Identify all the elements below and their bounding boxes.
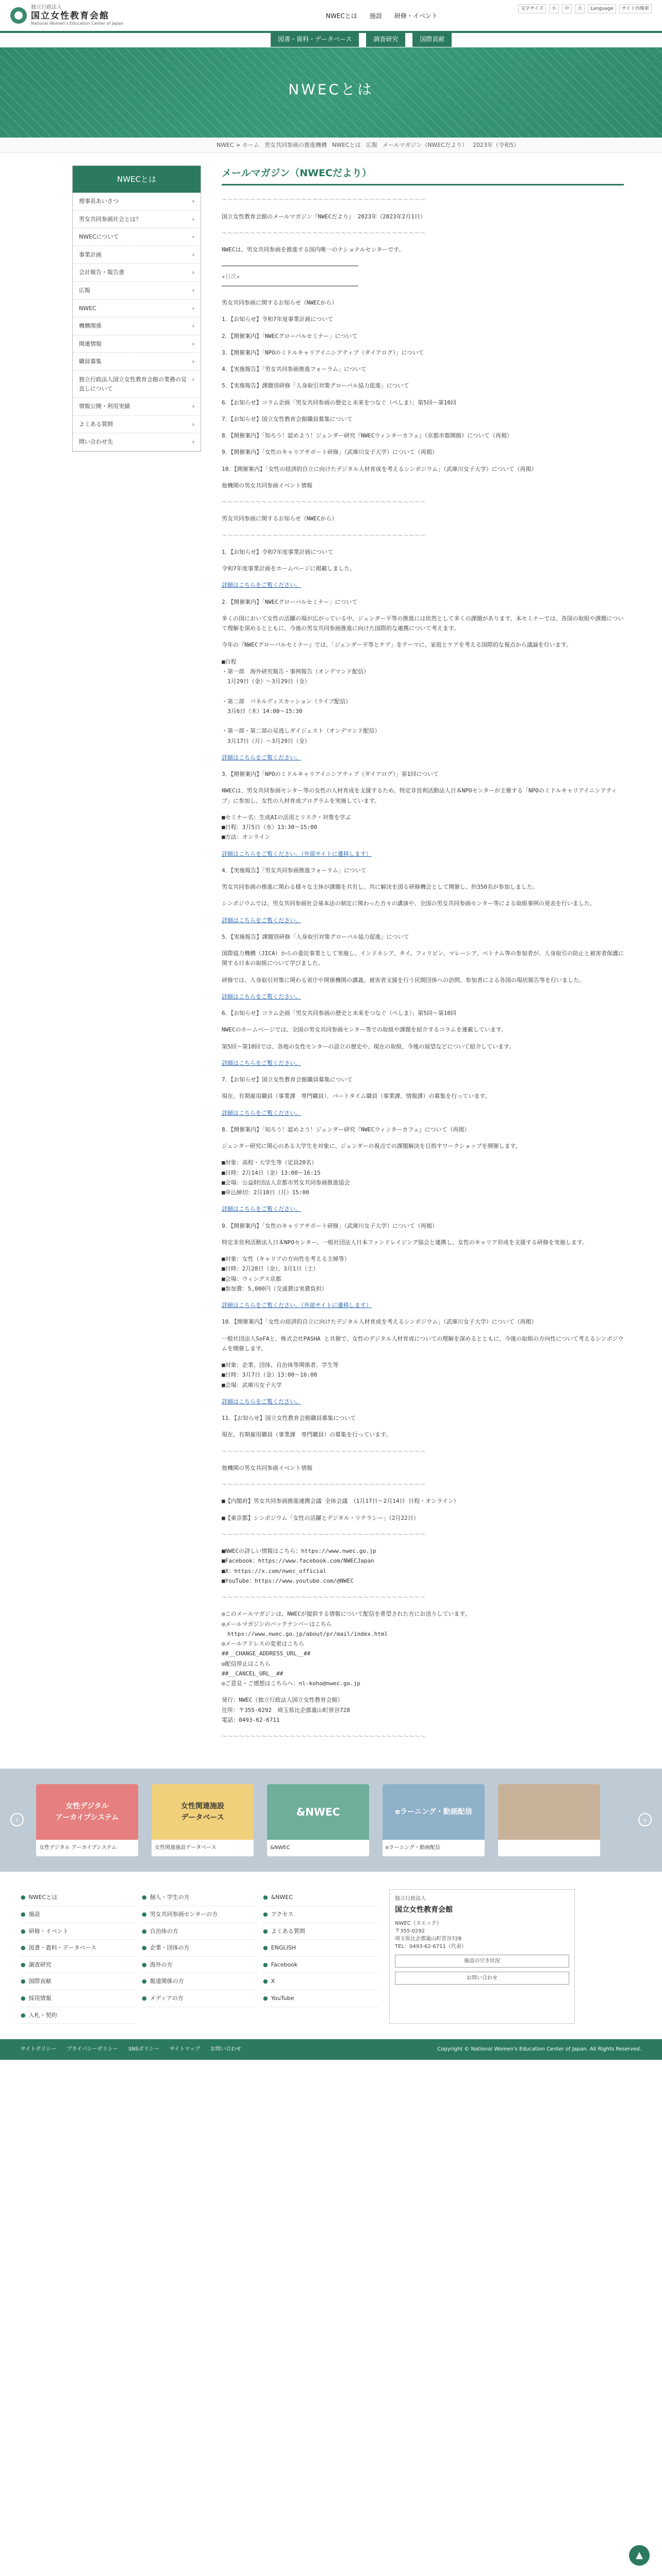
sidebar-item[interactable] (73, 416, 201, 434)
breadcrumb-item[interactable]: 男女共同参画の推進機構 (264, 141, 327, 148)
banner-art: eラーニング・動画配信 (383, 1784, 485, 1840)
sidebar-list (73, 193, 201, 451)
newsletter-paragraph: ～～～～～～～～～～～～～～～～～～～～～～～～～～～～～～～～～～～～ (222, 229, 426, 236)
footer-nav-label: YouTube (271, 1994, 294, 2002)
sidebar-item-label: 職員募集 (79, 358, 102, 365)
bullet-icon: ● (21, 2011, 26, 2019)
font-size-small-button[interactable]: 小 (549, 4, 559, 13)
footer-nav-item[interactable] (142, 1906, 258, 1923)
footer-nav-label: 国際貢献 (28, 1978, 52, 1985)
footer-nav-label: メディアの方 (150, 1994, 184, 2002)
nav-library[interactable]: 図書・資料・データベース (271, 32, 359, 47)
footer-nav-label: 入札・契約 (28, 2011, 57, 2019)
sidebar-item-label: 独立行政法人国立女性教育会館の業務の見直しについて (79, 376, 187, 392)
footer-org-box (389, 1889, 575, 2024)
footer-nav-item[interactable] (142, 1889, 258, 1906)
page-title: メールマガジン（NWECだより） (222, 165, 624, 185)
newsletter-paragraph: 第5回〜第10回では、各地の女性センターの設立の歴史や、現在の取組、今後の展望などについて紹介しています。 (222, 1043, 515, 1050)
footer-nav-label: 採用情報 (28, 1994, 52, 2002)
newsletter-paragraph: 10．【開催案内】「女性の経済的自立に向けたデジタル人材育成を考えるシンポジウム」（武庫川女子大学）について（再掲） (222, 1318, 537, 1326)
newsletter-paragraph: 国際協力機構（JICA）からの委託事業として実施し、インドネシア、タイ、フィリピン、マレーシア、ベトナム等の参加者が、人身取引の防止と被害者保護に関する日本の取組について学びました。 (222, 950, 624, 967)
subnav (271, 32, 459, 47)
banner-art: 女性デジタル アーカイブシステム (36, 1784, 138, 1840)
newsletter-paragraph: 令和7年度事業計画をホームページに掲載しました。 (222, 565, 356, 572)
footer-nav-label: 海外の方 (150, 1961, 173, 1968)
bullet-icon: ● (142, 1978, 147, 1985)
newsletter-paragraph: 9．【開催案内】「女性のキャリアサポート研修」（武庫川女子大学）について（再掲） (222, 1222, 438, 1229)
newsletter-body (222, 195, 624, 1741)
breadcrumb-item[interactable]: メールマガジン（NWECだより） (382, 141, 468, 148)
footer-nav-label: 男女共同参画センターの方 (150, 1910, 218, 1918)
detail-link[interactable]: 詳細はこちらをご覧ください。 (222, 1059, 301, 1066)
breadcrumb (0, 138, 662, 153)
chevron-right-icon: › (192, 286, 194, 294)
chevron-right-icon: › (192, 358, 194, 365)
bullet-icon: ● (263, 1910, 268, 1918)
banner-card[interactable] (383, 1784, 485, 1856)
footer-nav-item[interactable] (263, 1906, 379, 1923)
bullet-icon: ● (263, 1961, 268, 1968)
newsletter-paragraph: ■NWECの詳しい情報はこちら：https://www.nwec.go.jp ■Facebook：https://www.facebook.com/NWECJapan ■X：https://x.com/nwec_official ■YouTube：https://www.youtube.com/@NWEC (222, 1548, 376, 1584)
bullet-icon: ● (142, 1910, 147, 1918)
newsletter-paragraph: 現在、有期雇用職員（事業課 専門職員）、パートタイム職員（事業課、情報課）の募集を行っています。 (222, 1093, 491, 1100)
newsletter-paragraph: 4．【実施報告】「男女共同参画推進フォーラム」について (222, 366, 367, 373)
newsletter-paragraph: 10．【開催案内】「女性の経済的自立に向けたデジタル人材育成を考えるシンポジウム」（武庫川女子大学）について（再掲） (222, 465, 537, 472)
newsletter-paragraph: ～～～～～～～～～～～～～～～～～～～～～～～～～～～～～～～～～～～～ (222, 1733, 426, 1740)
chevron-right-icon: › (192, 215, 194, 223)
sidebar-item[interactable] (73, 300, 201, 318)
chevron-right-icon: › (192, 323, 194, 330)
sidebar-item[interactable] (73, 433, 201, 451)
newsletter-paragraph: 8．【開催案内】「知ろう！認めよう！ジェンダー研究『NWECウィンターカフェ』（京都市都開館）について（再掲） (222, 432, 512, 439)
detail-link[interactable]: 詳細はこちらをご覧ください。 (222, 754, 301, 761)
newsletter-paragraph: ■セミナー名：生成AIの活用とリスク・対策を学ぶ ■日程：3月5日（水）13:30〜15:00 ■方法：オンライン (222, 814, 351, 841)
bullet-icon: ● (142, 1944, 147, 1952)
sidebar-item[interactable] (73, 317, 201, 335)
footer-nav-item[interactable] (21, 1957, 137, 1974)
sidebar-item-label: 会計報告・報告書 (79, 269, 124, 276)
footer-nav-item[interactable] (142, 1957, 258, 1974)
banner-caption: 女性関連施設データベース (152, 1840, 254, 1856)
bullet-icon: ● (21, 1927, 26, 1935)
font-size-label: 文字サイズ (518, 4, 546, 13)
detail-link[interactable]: 詳細はこちらをご覧ください。 (222, 1398, 301, 1405)
banner-caption (498, 1840, 600, 1856)
newsletter-paragraph: ■日程 ・第一部 海外研究報告・事例報告（オンデマンド配信） 1月29日（金）〜3月29日（金） ・第二部 パネルディスカッション（ライブ配信） 3月6日（木）14:00〜15:30 ・第一部・第二部の見逃しダイジェスト（オンデマンド配信） 3月17日（月）〜3月29日（金） (222, 658, 380, 744)
global-nav (320, 11, 444, 21)
detail-link[interactable]: 詳細はこちらをご覧ください。（外部サイトに遷移します） (222, 850, 372, 857)
language-button[interactable]: Language (588, 4, 616, 13)
footer-nav-item[interactable] (21, 1973, 137, 1990)
footer-nav-item[interactable] (142, 1973, 258, 1990)
newsletter-paragraph: 6．【お知らせ】コラム企画「男女共同参画の歴史と未来をつなぐ（ぺしま）」第5回〜第10回 (222, 399, 457, 406)
newsletter-paragraph: 他機関の男女共同参画イベント情報 (222, 482, 312, 489)
newsletter-paragraph: 3．【開催案内】「NPOのミドルキャリアイニシアティブ（ダイアログ）」第1回について (222, 771, 439, 778)
sidebar-item-label: 情報公開・利用実績 (79, 403, 130, 410)
footer-nav-label: 自治体の方 (150, 1927, 178, 1935)
hero-title: NWECとは (288, 81, 374, 98)
footer-nav-item[interactable] (263, 1990, 379, 2007)
chevron-right-icon: › (192, 269, 194, 276)
chevron-right-icon: › (192, 251, 194, 258)
nav-about[interactable]: NWECとは (326, 12, 357, 20)
sidebar-item-label: 理事長あいさつ (79, 198, 119, 205)
newsletter-paragraph: 一般社団法人SoFAと、株式会社PASHA と共催で、女性のデジタル人材育成についての理解を深めるとともに、今後の取組の方向性について考えるシンポジウムを開催します。 (222, 1335, 624, 1352)
footer-nav-label: アクセス (271, 1910, 294, 1918)
newsletter-paragraph: 4．【実施報告】「男女共同参画推進フォーラム」について (222, 867, 367, 874)
newsletter-paragraph: 国立女性教育会館のメールマガジン『NWECだより』 2023年（2023年2月1日） (222, 213, 426, 220)
bullet-icon: ● (21, 1944, 26, 1952)
newsletter-paragraph: 3．【開催案内】「NPOのミドルキャリアイニシアティブ（ダイアログ）」について (222, 349, 424, 356)
newsletter-paragraph: 2．【開催案内】「NWECグローバルセミナー」について (222, 598, 358, 605)
banner-card[interactable] (267, 1784, 369, 1856)
logo-english: National Women's Education Center of Japan (31, 21, 124, 26)
detail-link[interactable]: 詳細はこちらをご覧ください。 (222, 993, 301, 1000)
subnav-bar (0, 33, 662, 47)
breadcrumb-item[interactable]: NWECとは (332, 141, 361, 148)
newsletter-paragraph: 男女共同参画の推進に関わる様々な主体が課題を共有し、共に解決を図る研修機会として開催し、約350名が参加しました。 (222, 884, 538, 891)
footer-nav-item[interactable] (142, 1940, 258, 1957)
newsletter-paragraph: ～～～～～～～～～～～～～～～～～～～～～～～～～～～～～～～～～～～～ (222, 196, 426, 204)
sidebar-item-label: 問い合わせ先 (79, 438, 113, 446)
footer-nav-item[interactable] (263, 1940, 379, 1957)
chevron-right-icon: › (192, 376, 194, 383)
newsletter-paragraph: NWECは、男女共同参画を推進する国内唯一のナショナルセンターです。 (222, 246, 405, 253)
footer-org-line: 〒355-0292 (395, 1928, 425, 1935)
newsletter-paragraph: ━━━━━━━━━━━━━━━━━━━━━━━━━━━━━━━━━━━━━━━━ ★目次★ ━━━━━━━━━━━━━━━━━━━━━━━━━━━━━━━━━━━━━━━━ (222, 263, 358, 290)
logo-small-text: 独立行政法人 (31, 5, 62, 10)
newsletter-paragraph: ■【東京都】シンポジウム「女性の活躍とデジタル・リテラシー」（2月22日） (222, 1514, 419, 1521)
banner-card[interactable] (36, 1784, 138, 1856)
bullet-icon: ● (142, 1994, 147, 2002)
font-size-large-button[interactable]: 大 (575, 4, 585, 13)
footer-link[interactable]: お問い合わせ (210, 2046, 241, 2053)
newsletter-paragraph: NWECは、男女共同参画センター等の女性の人材育成を支援するため、特定非営利活動法人日本NPOセンターが主催する「NPOのミドルキャリアイニシアティブ」に参加し、女性の人材育成プログラムを実施しています。 (222, 787, 617, 804)
footer-nav-item[interactable] (21, 1940, 137, 1957)
bullet-icon: ● (21, 1894, 26, 1901)
footer-link[interactable]: プライバシーポリシー (67, 2046, 118, 2053)
bullet-icon: ● (263, 1944, 268, 1952)
sidebar-item[interactable] (73, 335, 201, 353)
sidebar-item-label: NWECについて (79, 233, 119, 241)
newsletter-paragraph: 8．【開催案内】「知ろう！認めよう！ジェンダー研究『NWECウィンターカフェ』について（再掲） (222, 1126, 470, 1133)
carousel-next-icon[interactable]: › (638, 1813, 652, 1826)
chevron-right-icon: › (192, 438, 194, 446)
logo-name: 国立女性教育会館 (31, 11, 109, 21)
bullet-icon: ● (263, 1894, 268, 1901)
newsletter-paragraph: 5．【実施報告】課題別研修「人身取引対策グローバル協力促進」について (222, 382, 409, 389)
newsletter-paragraph: ～～～～～～～～～～～～～～～～～～～～～～～～～～～～～～～～～～～～ (222, 1531, 426, 1538)
bullet-icon: ● (142, 1894, 147, 1901)
copyright: Copyright © National Women's Education Center of Japan. All Rights Reserved. (437, 2046, 641, 2053)
sidebar-item-label: 事業計画 (79, 251, 102, 258)
breadcrumb-item[interactable]: NWEC > ホーム (217, 141, 259, 148)
footer-org-name: 国立女性教育会館 (395, 1906, 453, 1914)
nav-international[interactable]: 国際貢献 (412, 32, 452, 47)
back-to-top-icon[interactable]: ▲ (629, 2545, 650, 2566)
bullet-icon: ● (142, 1927, 147, 1935)
chevron-right-icon: › (192, 403, 194, 410)
newsletter-paragraph: シンポジウムでは、男女共同参画社会基本法の制定に関わった方々の講演や、全国の男女共同参画センター等による取組事例の発表を行いました。 (222, 900, 595, 907)
site-header (0, 0, 662, 47)
top-bar (0, 0, 662, 33)
sidebar-item[interactable] (73, 193, 201, 211)
footer-nav-label: よくある質問 (271, 1927, 305, 1935)
footer-nav-item[interactable] (263, 1889, 379, 1906)
footer-nav-label: 研修・イベント (28, 1927, 69, 1935)
footer-nav-label: NWECとは (28, 1894, 58, 1901)
banner-row (36, 1784, 600, 1856)
sidebar-heading: NWECとは (73, 166, 201, 193)
carousel-prev-icon[interactable]: ‹ (10, 1813, 24, 1826)
detail-link[interactable]: 詳細はこちらをご覧ください。 (222, 1206, 301, 1213)
bullet-icon: ● (21, 1978, 26, 1985)
footer-column-main (21, 1889, 137, 2024)
banner-caption: &NWEC (267, 1840, 369, 1856)
sidebar-item-label: 関連情報 (79, 340, 102, 347)
newsletter-paragraph: 男女共同参画に関するお知らせ（NWECから） (222, 299, 338, 307)
detail-link[interactable]: 詳細はこちらをご覧ください。（外部サイトに遷移します） (222, 1302, 372, 1309)
footer-nav-label: 施設 (28, 1910, 40, 1918)
sidebar (72, 165, 201, 452)
bullet-icon: ● (263, 1978, 268, 1985)
sidebar-item[interactable] (73, 353, 201, 371)
newsletter-paragraph: 1．【お知らせ】令和7年度事業計画について (222, 548, 334, 555)
sidebar-item-label: NWEC (79, 304, 96, 312)
footer-nav-item[interactable] (142, 1990, 258, 2007)
nav-research[interactable]: 調査研究 (366, 32, 405, 47)
footer-nav-item[interactable] (263, 1923, 379, 1940)
sidebar-item[interactable] (73, 246, 201, 264)
breadcrumb-item-current: 2023年（令和5） (472, 141, 519, 148)
newsletter-paragraph: ～～～～～～～～～～～～～～～～～～～～～～～～～～～～～～～～～～～～ (222, 1594, 426, 1601)
sidebar-item[interactable] (73, 398, 201, 416)
footer-link[interactable]: SNSポリシー (128, 2046, 159, 2053)
footer-nav-label: 企業・団体の方 (150, 1944, 190, 1952)
footer-nav-item[interactable] (263, 1957, 379, 1974)
newsletter-paragraph: 今年の『NWECグローバルセミナー』では、「ジェンダー平等とケア」をテーマに、家庭とケアを考える国際的な視点から議論を行います。 (222, 641, 572, 649)
footer-nav-item[interactable] (21, 2007, 137, 2024)
banner-caption: eラーニング・動画配信 (383, 1840, 485, 1856)
detail-link[interactable]: 詳細はこちらをご覧ください。 (222, 582, 301, 589)
sidebar-item[interactable] (73, 211, 201, 229)
content-layout (0, 153, 662, 1769)
bullet-icon: ● (21, 1961, 26, 1968)
sidebar-item-label: 男女共同参画社会とは？ (79, 215, 141, 223)
newsletter-paragraph: 9．【開催案内】「女性のキャリアサポート研修」（武庫川女子大学）について（再掲） (222, 449, 438, 456)
newsletter-paragraph: 7．【お知らせ】国立女性教育会館職員募集について (222, 415, 353, 422)
main-content (222, 165, 624, 1748)
newsletter-paragraph: ～～～～～～～～～～～～～～～～～～～～～～～～～～～～～～～～～～～～ (222, 1448, 426, 1455)
newsletter-paragraph: ■対象：企業、団体、自治体等関係者、学生等 ■日時：3月7日（金）13:00〜16:00 ■会場：武庫川女子大学 (222, 1362, 339, 1388)
newsletter-paragraph: 1．【お知らせ】令和7年度事業計画について (222, 316, 334, 323)
sidebar-item-label: 広報 (79, 286, 90, 294)
font-size-medium-button[interactable]: 中 (562, 4, 572, 13)
newsletter-paragraph: ～～～～～～～～～～～～～～～～～～～～～～～～～～～～～～～～～～～～ (222, 532, 426, 539)
bullet-icon: ● (263, 1994, 268, 2002)
chevron-right-icon: › (192, 233, 194, 241)
bullet-icon: ● (21, 1994, 26, 2002)
bullet-icon: ● (263, 1927, 268, 1935)
newsletter-paragraph: ◎このメールマガジンは、NWECが提供する情報について配信を希望された方にお送りしています。 ◎メールマガジンのバックナンバーはこちら https://www.nwec.go.jp/about/pr/mail/index.html ◎メールアドレスの変更はこちら ##__CHANGE_ADDRESS_URL__## ◎配信停止はこちら ##__CANCEL_URL__## ◎ご意見・ご感想はこちらへ：nl-koho@nwec.go.jp (222, 1611, 471, 1687)
footer-org-line: 埼玉県比企郡嵐山町菅谷728 (395, 1936, 462, 1942)
newsletter-paragraph: 他機関の男女共同参画イベント情報 (222, 1464, 312, 1471)
footer-org-line: TEL：0493-62-6711（代表） (395, 1944, 467, 1950)
chevron-right-icon: › (192, 340, 194, 347)
sidebar-item[interactable] (73, 282, 201, 300)
footer-link[interactable]: サイトポリシー (21, 2046, 57, 2053)
nav-training[interactable]: 研修・イベント (394, 12, 438, 20)
breadcrumb-item[interactable]: 広報 (366, 141, 377, 148)
footer-column-audience (142, 1889, 258, 2024)
newsletter-paragraph: 男女共同参画に関するお知らせ（NWECから） (222, 515, 338, 522)
newsletter-paragraph: 発行：NWEC（独立行政法人国立女性教育会館） 住所：〒355-0292 埼玉県比企郡嵐山町菅谷728 電話：0493-62-6711 (222, 1697, 350, 1723)
newsletter-paragraph: 多くの国において女性の活躍の場が広がっている中、ジェンダー平等の推進には依然として多くの課題があります。本セミナーでは、各国の取組や課題について理解を深めるとともに、今後の男女共同参画推進に向けた国際的な連携について考えます。 (222, 615, 624, 632)
footer-nav-label: ENGLISH (271, 1944, 296, 1952)
site-footer (0, 1872, 662, 2060)
newsletter-paragraph: 研修では、人身取引対策に関わる省庁や関係機関の講義、被害者支援を行う民間団体への訪問、参加者による各国の現状報告等を行いました。 (222, 976, 585, 984)
nav-facility[interactable]: 施設 (369, 12, 382, 20)
logo-emblem-icon (10, 7, 27, 24)
banner-art (498, 1784, 600, 1840)
detail-link[interactable]: 詳細はこちらをご覧ください。 (222, 917, 301, 924)
newsletter-paragraph: ■【内閣府】男女共同参画推進連携会議 全体会議 （1月17日〜2月14日 日程・オンライン） (222, 1498, 459, 1505)
footer-nav-label: Facebook (271, 1961, 298, 1968)
newsletter-paragraph: 5．【実施報告】課題別研修「人身取引対策グローバル協力促進」について (222, 933, 409, 940)
sidebar-item[interactable] (73, 371, 201, 398)
footer-nav-item[interactable] (263, 1973, 379, 1990)
newsletter-paragraph: 7．【お知らせ】国立女性教育会館職員募集について (222, 1076, 353, 1083)
banner-card[interactable] (152, 1784, 254, 1856)
newsletter-paragraph: ジェンダー研究に関心のある大学生を対象に、ジェンダーの視点での課題解決を目指すワークショップを開催します。 (222, 1143, 521, 1150)
detail-link[interactable]: 詳細はこちらをご覧ください。 (222, 1109, 301, 1116)
sidebar-item[interactable] (73, 264, 201, 282)
bullet-icon: ● (21, 1910, 26, 1918)
footer-nav-label: 図書・資料・データベース (28, 1944, 97, 1952)
footer-nav-label: 個人・学生の方 (150, 1894, 190, 1901)
site-search-button[interactable]: サイト内検索 (619, 4, 652, 13)
footer-nav-item[interactable] (142, 1923, 258, 1940)
newsletter-paragraph: 11．【お知らせ】国立女性教育会館職員募集について (222, 1415, 356, 1422)
contact-button[interactable]: お問い合わせ (395, 1972, 569, 1985)
sidebar-item[interactable] (73, 228, 201, 246)
footer-nav-label: X (271, 1978, 275, 1985)
footer-nav-item[interactable] (21, 1923, 137, 1940)
banner-art: 女性関連施設 データベース (152, 1784, 254, 1840)
footer-org-line: NWEC（ヌエック） (395, 1921, 442, 1927)
footer-nav-label: &NWEC (271, 1894, 293, 1901)
availability-button[interactable]: 施設の空き状況 (395, 1955, 569, 1968)
banner-card[interactable] (498, 1784, 600, 1856)
site-logo[interactable] (10, 5, 123, 26)
footer-bottom-bar (0, 2039, 662, 2060)
banner-art: &NWEC (267, 1784, 369, 1840)
footer-nav-label: 調査研究 (28, 1961, 52, 1968)
banner-carousel (0, 1769, 662, 1872)
sidebar-item-label: 機構関係 (79, 323, 102, 330)
footer-nav-item[interactable] (21, 1990, 137, 2007)
footer-link[interactable]: サイトマップ (170, 2046, 200, 2053)
newsletter-paragraph: 特定非営利活動法人日本NPOセンター、一般社団法人日本ファンドレイジング協会と連携し、女性のキャリア形成を支援する研修を実施します。 (222, 1239, 588, 1246)
newsletter-paragraph: 現在、有期雇用職員（事業課 専門職員）の募集を行っています。 (222, 1431, 392, 1438)
newsletter-paragraph: ～～～～～～～～～～～～～～～～～～～～～～～～～～～～～～～～～～～～ (222, 1481, 426, 1488)
newsletter-paragraph: ～～～～～～～～～～～～～～～～～～～～～～～～～～～～～～～～～～～～ (222, 499, 426, 506)
newsletter-paragraph: 6．【お知らせ】コラム企画「男女共同参画の歴史と未来をつなぐ（ぺしま）」第5回〜第10回 (222, 1010, 457, 1017)
footer-nav-label: 報道関係の方 (150, 1978, 184, 1985)
header-tools (518, 4, 652, 13)
newsletter-paragraph: NWECのホームページでは、全国の男女共同参画センター等での取組や課題を紹介するコラムを連載しています。 (222, 1026, 507, 1033)
footer-nav-item[interactable] (21, 1906, 137, 1923)
page-hero (0, 47, 662, 138)
chevron-right-icon: › (192, 198, 194, 205)
chevron-right-icon: › (192, 304, 194, 312)
footer-nav-item[interactable] (21, 1889, 137, 1906)
newsletter-paragraph: ■対象：高校・大学生等（定員20名） ■日時：2月14日（金）13:00〜16:15 ■会場：公益財団法人京都市男女共同参画推進協会 ■申込締切：2月10日（月）15:00 (222, 1159, 350, 1196)
newsletter-paragraph: 2．【開催案内】「NWECグローバルセミナー」について (222, 332, 358, 340)
chevron-right-icon: › (192, 420, 194, 428)
banner-caption: 女性デジタル アーカイブシステム (36, 1840, 138, 1856)
footer-column-misc (263, 1889, 379, 2024)
footer-org-small: 独立行政法人 (395, 1896, 426, 1902)
newsletter-paragraph: ■対象：女性（キャリアの方向性を考える主婦等） ■日時：2月28日（金）、3月1日（土） ■会場：ウィングス京都 ■参加費：5,000円（交通費は実費負担） (222, 1256, 350, 1292)
sidebar-item-label: よくある質問 (79, 420, 113, 428)
bullet-icon: ● (142, 1961, 147, 1968)
